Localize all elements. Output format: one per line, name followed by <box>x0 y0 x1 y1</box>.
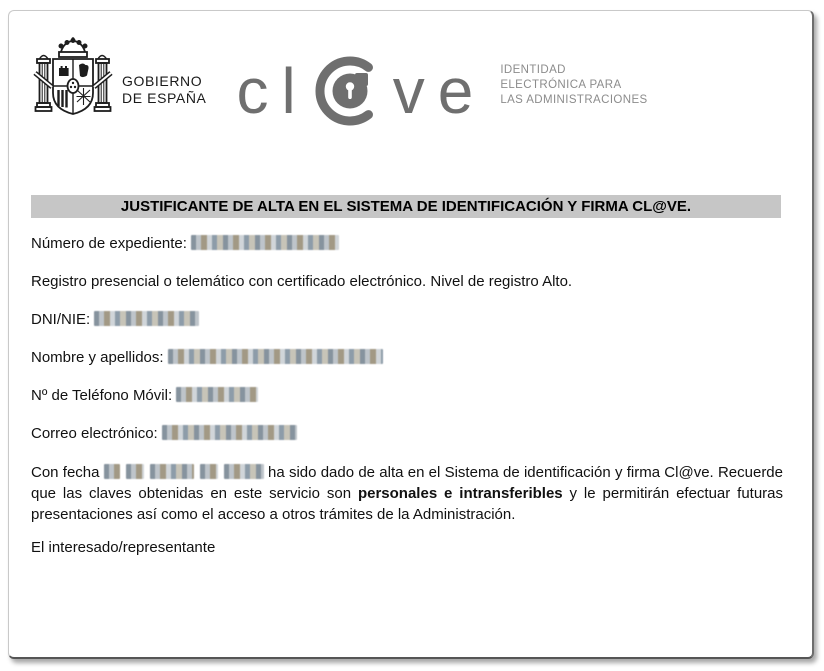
redacted-nombre-value <box>168 349 383 364</box>
field-dni <box>31 310 792 330</box>
field-nombre <box>31 348 792 368</box>
spain-coat-of-arms-icon <box>31 37 115 123</box>
paragraph-bold: personales e intransferibles <box>357 485 563 502</box>
expediente-label: Número de expediente: <box>31 235 187 252</box>
redacted-fecha-value <box>104 464 264 479</box>
field-telefono <box>31 386 792 406</box>
gobierno-text <box>122 73 207 123</box>
paragraph-part3: y le permitirán efectuar futuras presentaciones así como el acceso a otros trámites de la Administración. <box>31 485 784 523</box>
redacted-correo-value <box>162 425 297 440</box>
tagline-line3: LAS ADMINISTRACIONES <box>500 94 648 106</box>
clave-logo <box>237 49 487 133</box>
document-fields <box>31 234 792 444</box>
clave-at-padlock-icon <box>311 52 389 130</box>
redacted-expediente-value <box>191 235 339 250</box>
document-header <box>31 27 792 133</box>
clave-tagline <box>500 63 647 108</box>
correo-label: Correo electrónico: <box>31 425 158 442</box>
nombre-label: Nombre y apellidos: <box>31 349 164 366</box>
redacted-dni-value <box>94 311 199 326</box>
redacted-fecha-month <box>150 464 194 479</box>
paragraph-part2: ha sido dado de alta en el Sistema de identificación y firma Cl@ve. Recuerde que las claves obtenidas en este servicio son <box>31 464 783 502</box>
confirmation-paragraph <box>31 462 783 525</box>
redacted-fecha-de1 <box>126 464 144 479</box>
redacted-fecha-year <box>224 464 264 479</box>
dni-label: DNI/NIE: <box>31 311 91 328</box>
gobierno-de-espana-logo <box>31 27 207 123</box>
redacted-fecha-day <box>104 464 120 479</box>
field-expediente <box>31 234 792 254</box>
tagline-line1: IDENTIDAD <box>500 64 566 76</box>
gobierno-line2: DE ESPAÑA <box>122 90 207 106</box>
document-title-bar <box>31 195 781 218</box>
registro-text: Registro presencial o telemático con certificado electrónico. Nivel de registro Alto. <box>31 273 573 290</box>
gobierno-line1: GOBIERNO <box>122 73 203 89</box>
field-registro <box>31 272 792 292</box>
signature-line: El interesado/representante <box>31 539 216 556</box>
paragraph-part1: Con fecha <box>31 464 100 481</box>
document-title: JUSTIFICANTE DE ALTA EN EL SISTEMA DE IDENTIFICACIÓN Y FIRMA CL@VE. <box>120 198 692 215</box>
clave-letters-right: ve <box>392 55 487 127</box>
telefono-label: Nº de Teléfono Móvil: <box>31 387 173 404</box>
document-page <box>8 10 814 659</box>
tagline-line2: ELECTRÓNICA PARA <box>500 79 622 91</box>
redacted-fecha-de2 <box>200 464 218 479</box>
redacted-telefono-value <box>176 387 258 402</box>
field-correo <box>31 424 792 444</box>
clave-letters-left: cl <box>236 55 309 127</box>
